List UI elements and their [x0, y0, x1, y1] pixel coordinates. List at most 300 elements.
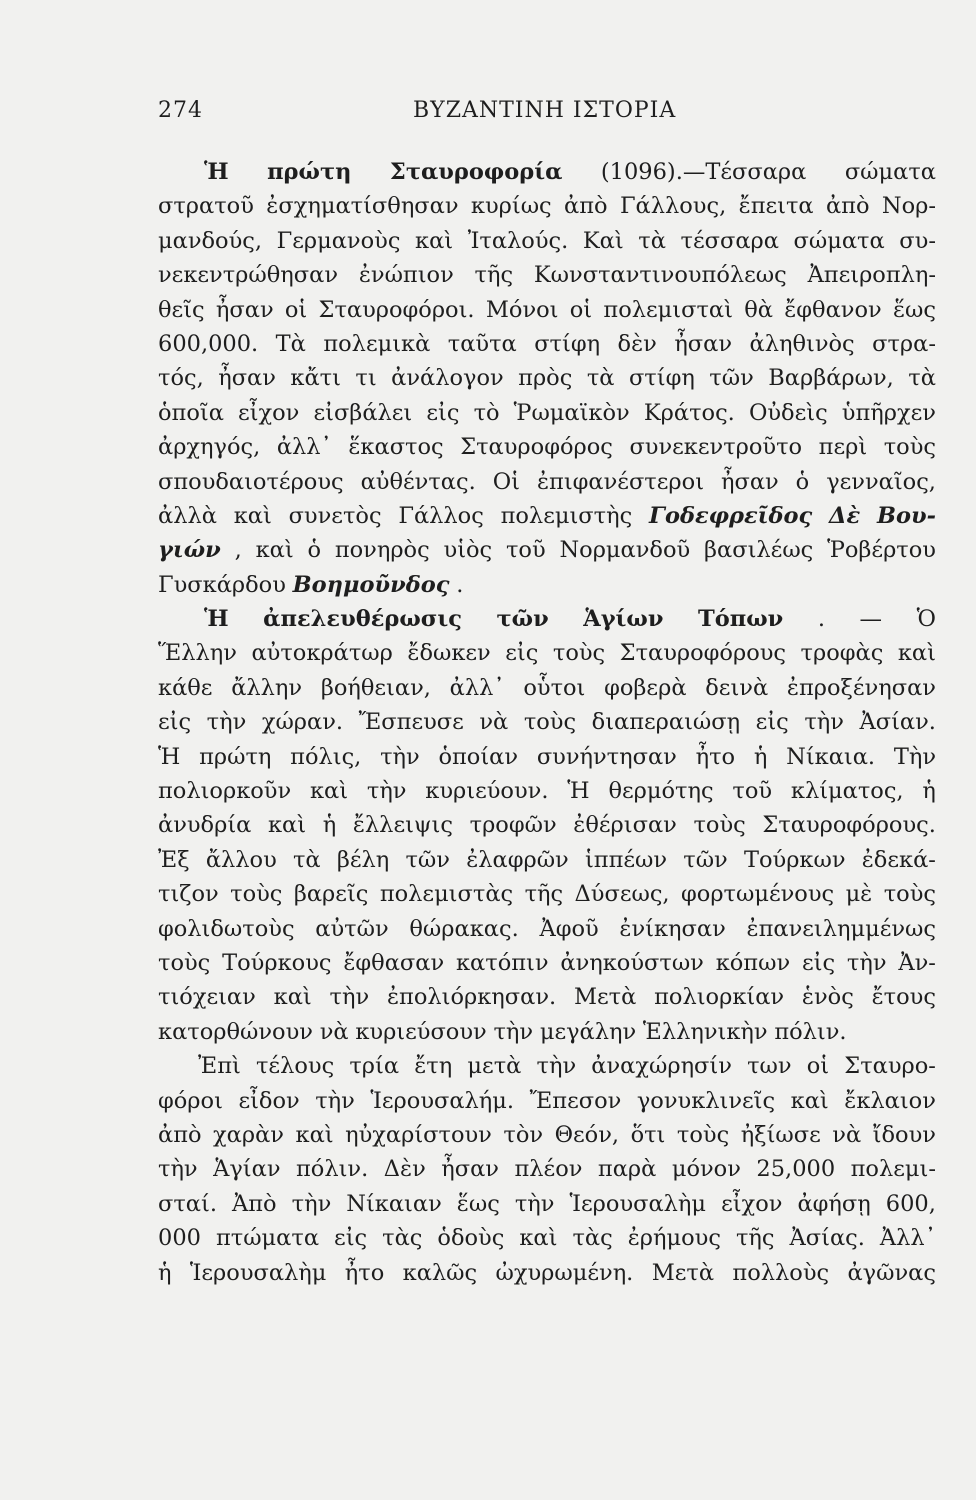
word: ἔφθανον [784, 296, 882, 323]
word: Σταυροφόρους [619, 640, 787, 667]
word: δὲν [617, 330, 657, 357]
word: εἶχον [721, 1190, 783, 1217]
word: καὶ [415, 227, 454, 254]
word: Σταυροφόρος [460, 434, 613, 461]
word: των [747, 1053, 792, 1080]
word: γιών [158, 537, 221, 564]
word: Τὴν [893, 743, 936, 770]
word: τὴν [514, 1190, 555, 1217]
word: στρατοῦ [158, 193, 254, 220]
word: Ἱερουσαλὴμ [569, 1190, 707, 1217]
word: ὁποῖα [158, 399, 224, 426]
word: Νορ- [881, 193, 936, 220]
word: συνήντησαν [536, 743, 677, 770]
word: ἦσαν [441, 1156, 499, 1183]
word: συνετὸς [288, 502, 382, 529]
word: κυρίως [470, 193, 552, 220]
word: ἀπὸ [825, 193, 870, 220]
word: ἕως [456, 1190, 500, 1217]
word: Ἡ [158, 743, 181, 770]
word: πρώτη [199, 743, 272, 770]
word: Τόπων [698, 606, 784, 633]
word: τῆς [735, 1225, 775, 1252]
text-line [158, 808, 936, 842]
word: κατόπιν [455, 949, 549, 976]
word: Θεόν, [554, 1121, 620, 1148]
word: Μετὰ [651, 1259, 715, 1286]
word: τοὺς [676, 1121, 730, 1148]
word: Σταυροφόροι. [318, 296, 475, 323]
word: ὠχυρωμένη. [495, 1259, 634, 1286]
word: ἀλλ᾽ [276, 434, 332, 461]
word: . [817, 606, 825, 633]
word: θερμότης [608, 778, 714, 805]
word: καὶ [233, 502, 272, 529]
word: τὴν [291, 1190, 332, 1217]
word: καὶ [267, 812, 307, 839]
word: ἕκαστος [348, 434, 444, 461]
word: τέλους [255, 1053, 335, 1080]
word: τὴν [206, 709, 247, 736]
word: τοὺς [523, 709, 577, 736]
word: σπουδαιοτέρους [158, 468, 344, 495]
word: . [456, 571, 464, 598]
word: πολεμι- [850, 1156, 936, 1183]
word: ἐνίκησαν [619, 915, 726, 942]
word: αὐτοκράτωρ [251, 640, 393, 667]
word: ἔπειτα [738, 193, 814, 220]
word: στίφη [534, 330, 601, 357]
word: Νίκαιαν [346, 1190, 442, 1217]
word: πολεμισταὶ [603, 296, 733, 323]
word: κἄτι [290, 365, 341, 392]
word: Τὰ [275, 330, 306, 357]
word: ἡ [922, 778, 936, 805]
text-line [158, 843, 936, 877]
text-line [158, 1256, 936, 1290]
word: μεγάλην [539, 1018, 637, 1045]
word: ἔφθασαν [343, 949, 445, 976]
word: τῶν [683, 846, 728, 873]
word: ὁδοὺς [437, 1225, 505, 1252]
word: τιζον [158, 881, 219, 908]
word: τὴν [846, 949, 887, 976]
word: τοῦ [732, 778, 773, 805]
word: νεκεντρώθησαν [158, 262, 339, 289]
word: Νορμανδοῦ [559, 537, 691, 564]
text-line [158, 189, 936, 223]
word: Γάλλος [398, 502, 484, 529]
word: ταῦτα [447, 330, 517, 357]
word: Τούρκους [222, 949, 332, 976]
page-number: 274 [158, 98, 203, 123]
word: Ὁ [916, 606, 936, 633]
word: τὴν [804, 709, 844, 736]
word: τροφῶν [469, 812, 557, 839]
word: τὰς [382, 1225, 423, 1252]
word: Οἱ [492, 468, 521, 495]
word: τοὺς [230, 881, 283, 908]
word: ἐπιφανέστεροι [536, 468, 705, 495]
word: ἦτο [344, 1259, 385, 1286]
text-line [158, 980, 936, 1014]
text-line [158, 1084, 936, 1118]
word: τὴν [380, 743, 420, 770]
word: τὴν [329, 984, 370, 1011]
word: ὁ [795, 468, 810, 495]
word: τὴν [493, 1018, 534, 1045]
word: Δὲ [829, 502, 861, 529]
word: νὰ [479, 709, 509, 736]
word: τῶν [709, 365, 754, 392]
word: 600, [885, 1190, 936, 1217]
word: στίφη [628, 365, 695, 392]
word: Δὲν [383, 1156, 426, 1183]
text-line [158, 361, 936, 395]
word: τοὺς [693, 812, 746, 839]
text-line [158, 1152, 936, 1186]
word: θεῖς [158, 296, 205, 323]
word: ἀληθινὸς [749, 330, 855, 357]
word: πρώτη [267, 159, 352, 185]
word: πόλιν. [774, 1018, 847, 1045]
word: ἴδουν [872, 1121, 936, 1148]
word: ἀναχώρησίν [591, 1053, 732, 1080]
word: καλῶς [402, 1259, 478, 1286]
word: σώματα [793, 227, 885, 254]
word: γενναῖος, [826, 468, 936, 495]
word: ἦτο [695, 743, 736, 770]
word: νὰ [832, 1121, 862, 1148]
word: Ἑλληνικὴν [642, 1018, 768, 1045]
word: καὶ [519, 1225, 558, 1252]
word: Ἡ [204, 606, 229, 633]
word: ἀπελευθέρωσις [263, 606, 462, 633]
word: Κωνσταντινουπόλεως [533, 262, 787, 289]
word: ἡ [322, 812, 337, 839]
word: τῶν [405, 846, 450, 873]
word: Γοδεφρεῖδος [648, 502, 813, 529]
word: ἦσαν [674, 330, 733, 357]
word: γονυκλινεῖς [636, 1087, 776, 1114]
word: πρὸς [518, 365, 573, 392]
word: ἐπολιόρκησαν. [386, 984, 557, 1011]
word: μὲ [845, 881, 873, 908]
word: φοβερὰ [604, 674, 687, 701]
word: τὸ [473, 399, 500, 426]
word: δεινὰ [705, 674, 769, 701]
word: (1096).—Τέσσαρα [600, 159, 807, 185]
word: Μόνοι [485, 296, 559, 323]
word: τροφὰς [800, 640, 884, 667]
word: Τούρκων [743, 846, 846, 873]
word: φορτωμένους [681, 881, 835, 908]
word: πολεμιστὴς [500, 502, 633, 529]
word: Ἔπεσον [529, 1087, 622, 1114]
word: Ἀλλ᾽ [879, 1225, 936, 1252]
word: τοὺς [883, 881, 936, 908]
word: βοήθειαν, [320, 674, 431, 701]
word: μόνον [671, 1156, 741, 1183]
word: τιόχειαν [158, 984, 256, 1011]
text-line [158, 327, 936, 361]
text-line [158, 258, 936, 292]
word: ὅτι [630, 1121, 666, 1148]
word: παρὰ [597, 1156, 657, 1183]
word: εἶχον [238, 399, 300, 426]
word: ἀγῶνας [847, 1259, 936, 1286]
word: αὐθέντας. [360, 468, 476, 495]
word: κλίματος, [790, 778, 904, 805]
text-line [158, 671, 936, 705]
word: ἀλλὰ [158, 502, 217, 529]
word: τὴν [536, 1053, 577, 1080]
word: ἡ [753, 743, 768, 770]
word: τός, [158, 365, 204, 392]
word: ἐλαφρῶν [466, 846, 569, 873]
word: εἰς [801, 949, 836, 976]
word: βασιλέως [704, 537, 814, 564]
word: περὶ [818, 434, 868, 461]
word: συ- [899, 227, 936, 254]
word: βέλη [336, 846, 390, 873]
word: οἱ [284, 296, 308, 323]
word: πολιορκοῦν [158, 778, 292, 805]
word: τέσσαρα [680, 227, 779, 254]
word: ἦσαν [218, 365, 276, 392]
word: Ἱερουσαλὴμ [189, 1259, 327, 1286]
text-line [158, 602, 936, 636]
text-line [158, 1049, 936, 1083]
word: Βου- [876, 502, 936, 529]
word: σώματα [844, 159, 936, 185]
word: Δύσεως, [574, 881, 670, 908]
word: Γυσκάρδου [158, 571, 286, 598]
word: ἠξίωσε [740, 1121, 821, 1148]
word: τὰ [638, 227, 666, 254]
word: Νίκαια. [786, 743, 876, 770]
text-line [158, 1118, 936, 1152]
word: εἰς [334, 1225, 368, 1252]
word: πονηρὸς [334, 537, 430, 564]
word: ηὐχαρίστουν [345, 1121, 492, 1148]
word: πόλις, [290, 743, 362, 770]
word: εἰς [426, 399, 460, 426]
word: φολιδωτοὺς [158, 915, 295, 942]
word: πολεμικὰ [323, 330, 431, 357]
word: πολλοὺς [732, 1259, 830, 1286]
word: Ἡ [204, 159, 229, 185]
word: ἐδεκά- [861, 846, 936, 873]
word: τοῦ [505, 537, 546, 564]
word: Ῥωμαϊκὸν [513, 399, 630, 426]
text-line [158, 499, 936, 533]
word: Σταυροφορία [389, 159, 563, 185]
word: τὰ [586, 365, 615, 392]
word: συνεκεντροῦτο [629, 434, 803, 461]
word: χαρὰν [213, 1121, 284, 1148]
text-line [158, 946, 936, 980]
word: οὗτοι [523, 674, 586, 701]
word: χώραν. [261, 709, 344, 736]
word: φόροι [158, 1087, 223, 1114]
word: , [234, 537, 242, 564]
text-line [158, 877, 936, 911]
word: ὁ [307, 537, 322, 564]
word: ἔδωκεν [407, 640, 491, 667]
word: τὰ [292, 846, 321, 873]
text-line [158, 155, 936, 189]
text-line [158, 293, 936, 327]
word: ἄλλην [231, 674, 303, 701]
word: Καὶ [582, 227, 624, 254]
word: ἀνυδρία [158, 812, 252, 839]
word: ἐρήμους [627, 1225, 721, 1252]
word: ὑπῆρχεν [841, 399, 936, 426]
word: Ἀσίαν. [859, 709, 936, 736]
word: κυριεύουν. [425, 778, 549, 805]
word: κάθε [158, 674, 213, 701]
word: Μετὰ [573, 984, 637, 1011]
word: Κράτος. [643, 399, 735, 426]
text-line [158, 774, 936, 808]
word: ὁποίαν [438, 743, 519, 770]
word: καὶ [897, 640, 936, 667]
word: κατορθώνουν [158, 1018, 313, 1045]
text-line [158, 396, 936, 430]
word: ἦσαν [720, 468, 779, 495]
word: τὰς [572, 1225, 613, 1252]
word: Ῥοβέρτου [827, 537, 936, 564]
word: Ἀσίας. [789, 1225, 865, 1252]
word: πλέον [514, 1156, 583, 1183]
word: εἰς [158, 709, 192, 736]
word: μετὰ [467, 1053, 522, 1080]
word: νὰ [319, 1018, 349, 1045]
word: ἀπὸ [158, 1121, 202, 1148]
word: τοὺς [552, 640, 606, 667]
word: πτώματα [215, 1225, 320, 1252]
word: Βαρβάρων, [768, 365, 894, 392]
word: τὸν [503, 1121, 544, 1148]
text-line [158, 1187, 936, 1221]
word: εἶδον [238, 1087, 300, 1114]
word: καὶ [255, 537, 294, 564]
word: Ἐπὶ [198, 1053, 241, 1080]
word: πολιορκίαν [654, 984, 785, 1011]
word: τὴν [315, 1087, 355, 1114]
word: ἡ [158, 1259, 172, 1286]
word: Ἀπειροπλη- [807, 262, 936, 289]
word: ἐθέρισαν [573, 812, 677, 839]
word: τρία [349, 1053, 400, 1080]
body-text [158, 155, 936, 1290]
word: ἔτους [871, 984, 936, 1011]
word: ἦσαν [215, 296, 274, 323]
word: πολεμιστὰς [379, 881, 514, 908]
word: Ἐξ [158, 846, 190, 873]
word: Βοημοῦνδος [292, 571, 450, 598]
word: Οὐδεὶς [748, 399, 828, 426]
word: πόλιν. [296, 1156, 369, 1183]
text-line [158, 912, 936, 946]
word: Γάλλους, [619, 193, 727, 220]
word: 25,000 [756, 1156, 836, 1183]
text-line [158, 740, 936, 774]
word: ἐσχηματίσθησαν [266, 193, 459, 220]
word: ἔτη [414, 1053, 453, 1080]
word: Ἀν- [898, 949, 936, 976]
word: Σταυρο- [844, 1053, 936, 1080]
word: ἀφήσῃ [797, 1190, 871, 1217]
word: ἀρχηγός, [158, 434, 261, 461]
word: κυριεύσουν [355, 1018, 487, 1045]
word: Ἁγίων [583, 606, 664, 633]
word: ἐπροξένησαν [786, 674, 936, 701]
word: θὰ [744, 296, 773, 323]
word: τοὺς [883, 434, 936, 461]
word: οἱ [569, 296, 593, 323]
word: τὴν [366, 778, 407, 805]
word: σταί. [158, 1190, 217, 1217]
word: Ἔσπευσε [358, 709, 464, 736]
word: ἑνὸς [801, 984, 854, 1011]
word: καὶ [790, 1087, 829, 1114]
word: Ἡ [567, 778, 590, 805]
word: ἄλλου [205, 846, 277, 873]
word: καὶ [295, 1121, 334, 1148]
text-line [158, 224, 936, 258]
word: Ἕλλην [158, 640, 237, 667]
word: τι [355, 365, 377, 392]
word: τοὺς [158, 949, 211, 976]
word: υἱὸς [443, 537, 493, 564]
text-line [158, 568, 936, 602]
word: τὰ [908, 365, 936, 392]
page-header [158, 98, 936, 138]
text-line [158, 533, 936, 567]
word: ἐπανειλημμένως [746, 915, 936, 942]
text-line [158, 465, 936, 499]
word: οἱ [806, 1053, 830, 1080]
word: τῆς [524, 881, 564, 908]
word: Ἀφοῦ [539, 915, 599, 942]
word: τὴν [158, 1156, 198, 1183]
word: Σταυροφόρους. [762, 812, 936, 839]
word: ἀλλ᾽ [449, 674, 505, 701]
word: ἕως [892, 296, 936, 323]
text-line [158, 636, 936, 670]
text-line [158, 1015, 936, 1049]
word: ἔκλαιον [844, 1087, 936, 1114]
text-line [158, 1221, 936, 1255]
word: αὐτῶν [315, 915, 389, 942]
word: στρα- [872, 330, 936, 357]
word: Γερμανοὺς [276, 227, 401, 254]
word: 600,000. [158, 330, 259, 357]
word: καὶ [309, 778, 349, 805]
word: τῆς [474, 262, 514, 289]
word: Ἁγίαν [213, 1156, 281, 1183]
word: ἔλλειψις [352, 812, 453, 839]
word: ἱππέων [584, 846, 668, 873]
word: 000 [158, 1225, 201, 1252]
word: μανδούς, [158, 227, 263, 254]
word: διαπεραιώσῃ [591, 709, 741, 736]
word: ἐνώπιον [358, 262, 454, 289]
word: — [859, 606, 883, 633]
word: κόπων [715, 949, 791, 976]
